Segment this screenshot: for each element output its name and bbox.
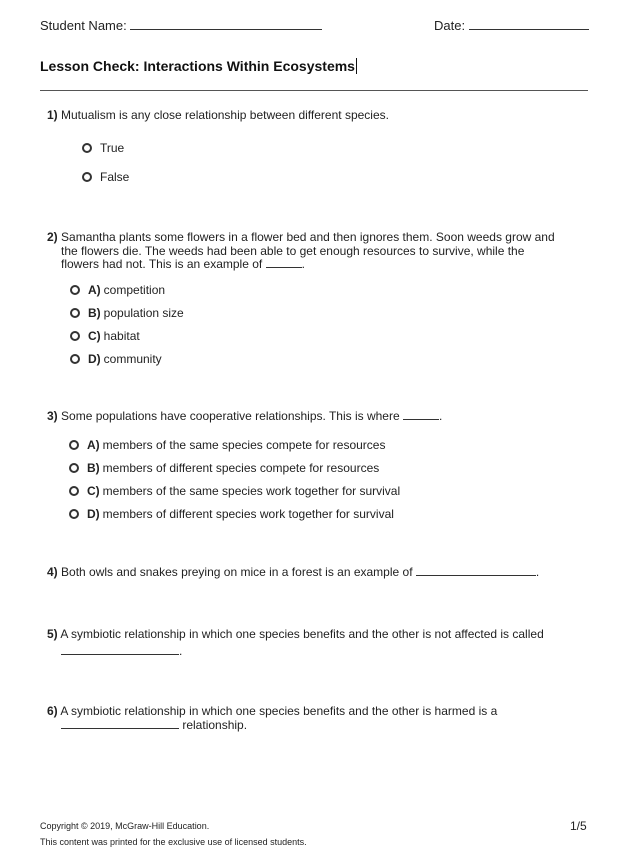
- student-name-field: [40, 18, 322, 33]
- title-divider: [40, 90, 588, 91]
- radio-button[interactable]: [69, 486, 79, 496]
- radio-button[interactable]: [70, 354, 80, 364]
- question-2-option-c[interactable]: C) habitat: [70, 329, 140, 343]
- radio-button[interactable]: [70, 285, 80, 295]
- page-title: Lesson Check: Interactions Within Ecosystems: [40, 58, 355, 74]
- date-field: [434, 18, 589, 33]
- question-3-option-a[interactable]: A) members of the same species compete for resources: [69, 438, 385, 452]
- answer-blank[interactable]: [61, 719, 179, 729]
- answer-blank[interactable]: [403, 410, 439, 420]
- license-notice: This content was printed for the exclusive use of licensed students.: [40, 837, 307, 847]
- radio-button[interactable]: [70, 308, 80, 318]
- question-3-option-c[interactable]: C) members of the same species work together for survival: [69, 484, 400, 498]
- question-3-option-d[interactable]: D) members of different species work together for survival: [69, 507, 394, 521]
- text-cursor: [356, 58, 357, 74]
- question-1-text: 1) Mutualism is any close relationship between different species.: [47, 108, 389, 122]
- radio-button[interactable]: [82, 143, 92, 153]
- date-blank[interactable]: [469, 28, 589, 30]
- radio-button[interactable]: [69, 440, 79, 450]
- radio-button[interactable]: [69, 509, 79, 519]
- question-4-text: 4) Both owls and snakes preying on mice in a forest is an example of .: [47, 565, 540, 579]
- radio-button[interactable]: [70, 331, 80, 341]
- question-2-option-a[interactable]: A) competition: [70, 283, 165, 297]
- question-3-option-b[interactable]: B) members of different species compete for resources: [69, 461, 379, 475]
- question-3-text: 3) Some populations have cooperative relationships. This is where .: [47, 409, 443, 423]
- radio-button[interactable]: [82, 172, 92, 182]
- date-label: Date:: [434, 18, 466, 33]
- answer-blank[interactable]: [61, 645, 179, 655]
- question-2-option-d[interactable]: D) community: [70, 352, 162, 366]
- student-name-blank[interactable]: [130, 28, 322, 30]
- question-2-text: 2) Samantha plants some flowers in a flower bed and then ignores them. Soon weeds grow and the flowers die. The weeds had been able to get enough resources to survive, while the flowers had not. This is an example of .: [47, 230, 555, 271]
- question-5-text: 5) A symbiotic relationship in which one species benefits and the other is not affected is called .: [47, 627, 544, 658]
- radio-button[interactable]: [69, 463, 79, 473]
- answer-blank[interactable]: [416, 566, 536, 576]
- student-name-label: Student Name:: [40, 18, 127, 33]
- question-1-option-true[interactable]: True: [82, 141, 124, 155]
- copyright-text: Copyright © 2019, McGraw-Hill Education.: [40, 821, 210, 831]
- page-number: 1/5: [570, 819, 587, 833]
- question-1-option-false[interactable]: False: [82, 170, 129, 184]
- answer-blank[interactable]: [266, 258, 302, 268]
- question-6-text: 6) A symbiotic relationship in which one species benefits and the other is harmed is a relationship.: [47, 704, 498, 732]
- question-2-option-b[interactable]: B) population size: [70, 306, 184, 320]
